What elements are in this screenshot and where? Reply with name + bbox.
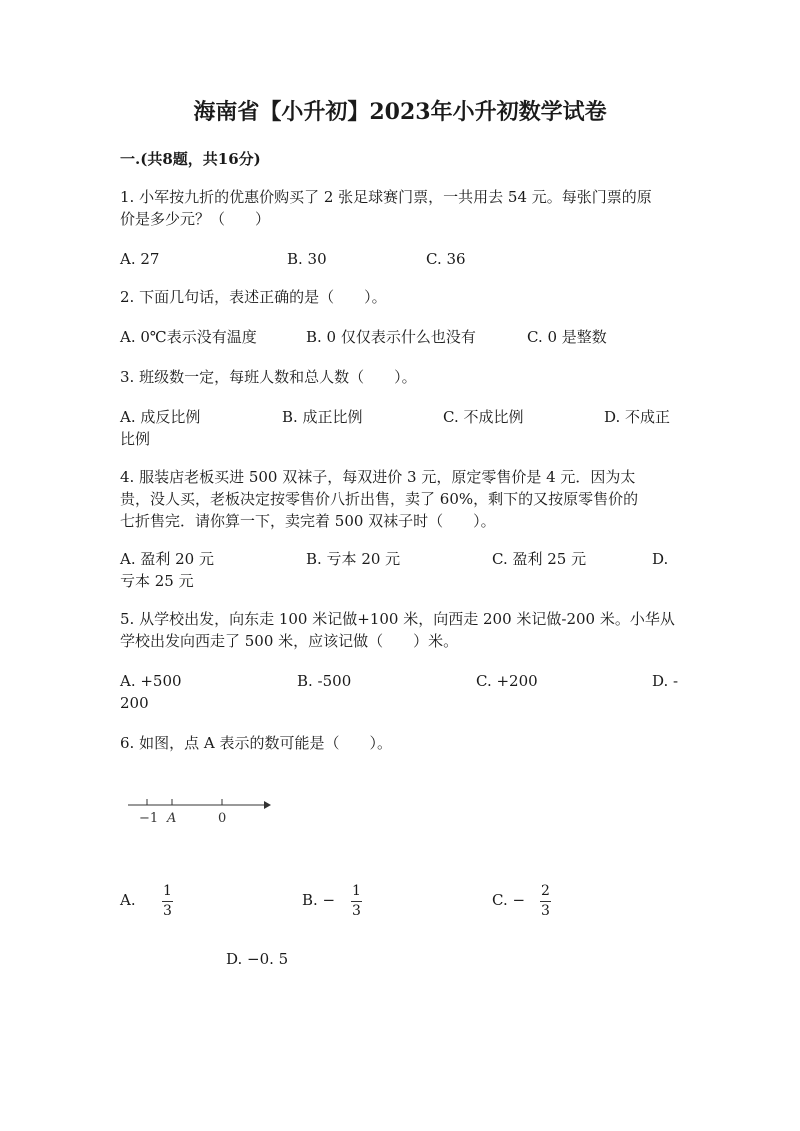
- question-6-option-c-fraction: [540, 884, 551, 919]
- fraction-bar: [540, 901, 551, 902]
- fraction-bar: [162, 901, 173, 902]
- question-4-option-a: A. 盈利 20 元: [120, 550, 214, 568]
- question-5-option-c: C. +200: [476, 672, 538, 690]
- question-5-line-1: 5. 从学校出发，向东走 100 米记做+100 米，向西走 200 米记做-200 米。小华从: [120, 610, 675, 628]
- question-1-option-c: C. 36: [426, 250, 466, 268]
- question-6-option-b-fraction: [351, 884, 362, 919]
- question-4-option-d: D.: [652, 550, 669, 568]
- tick-label-neg1: −1: [139, 811, 159, 826]
- question-4-option-b: B. 亏本 20 元: [306, 550, 401, 568]
- question-4-option-d-wrap: 亏本 25 元: [120, 572, 194, 590]
- fraction-numerator: 1: [163, 883, 172, 899]
- question-1-option-a: A. 27: [120, 250, 160, 268]
- question-4-option-c: C. 盈利 25 元: [492, 550, 587, 568]
- question-6-line-1: 6. 如图，点 A 表示的数可能是（ ）。: [120, 734, 392, 752]
- tick-label-a: A: [167, 811, 177, 826]
- number-line-arrow: [264, 801, 271, 809]
- fraction-denominator: 3: [541, 903, 550, 919]
- section-header: 一.(共8题，共16分): [120, 150, 261, 168]
- fraction-numerator: 1: [352, 883, 361, 899]
- question-3-line-1: 3. 班级数一定，每班人数和总人数（ ）。: [120, 368, 417, 386]
- question-3-option-d-wrap: 比例: [120, 430, 151, 448]
- page-title: 海南省【小升初】2023年小升初数学试卷: [193, 99, 607, 125]
- question-4-line-3: 七折售完．请你算一下，卖完着 500 双袜子时（ ）。: [120, 512, 496, 530]
- question-4-line-1: 4. 服装店老板买进 500 双袜子，每双进价 3 元，原定零售价是 4 元．因为太: [120, 468, 636, 486]
- fraction-denominator: 3: [352, 903, 361, 919]
- question-4-line-2: 贵，没人买，老板决定按零售价八折出售，卖了 60%，剩下的又按原零售价的: [120, 490, 639, 508]
- question-1-line-2: 价是多少元？（ ）: [120, 210, 271, 228]
- question-3-option-b: B. 成正比例: [282, 408, 363, 426]
- question-6-option-c-label: C. −: [492, 891, 526, 909]
- question-3-option-a: A. 成反比例: [120, 408, 201, 426]
- question-6-option-b-label: B. −: [302, 891, 336, 909]
- question-5-option-d-wrap: 200: [120, 694, 149, 712]
- fraction-bar: [351, 901, 362, 902]
- tick-label-0: 0: [218, 811, 227, 826]
- question-6-option-d: D. −0. 5: [226, 950, 289, 968]
- question-2-option-a: A. 0℃表示没有温度: [120, 328, 257, 346]
- question-2-option-c: C. 0 是整数: [527, 328, 607, 346]
- question-2-option-b: B. 0 仅仅表示什么也没有: [306, 328, 476, 346]
- question-6-option-a-fraction: [162, 884, 173, 919]
- fraction-numerator: 2: [541, 883, 550, 899]
- question-1-line-1: 1. 小军按九折的优惠价购买了 2 张足球赛门票，一共用去 54 元。每张门票的原: [120, 188, 652, 206]
- question-1-option-b: B. 30: [287, 250, 327, 268]
- question-5-option-a: A. +500: [120, 672, 182, 690]
- question-3-option-c: C. 不成比例: [443, 408, 524, 426]
- question-5-option-d: D. -: [652, 672, 679, 690]
- question-2-line-1: 2. 下面几句话，表述正确的是（ ）。: [120, 288, 387, 306]
- question-5-option-b: B. -500: [297, 672, 352, 690]
- question-3-option-d: D. 不成正: [604, 408, 671, 426]
- number-line-figure: [124, 792, 274, 832]
- question-5-line-2: 学校出发向西走了 500 米，应该记做（ ）米。: [120, 632, 459, 650]
- question-6-option-a-label: A.: [120, 891, 136, 909]
- fraction-denominator: 3: [163, 903, 172, 919]
